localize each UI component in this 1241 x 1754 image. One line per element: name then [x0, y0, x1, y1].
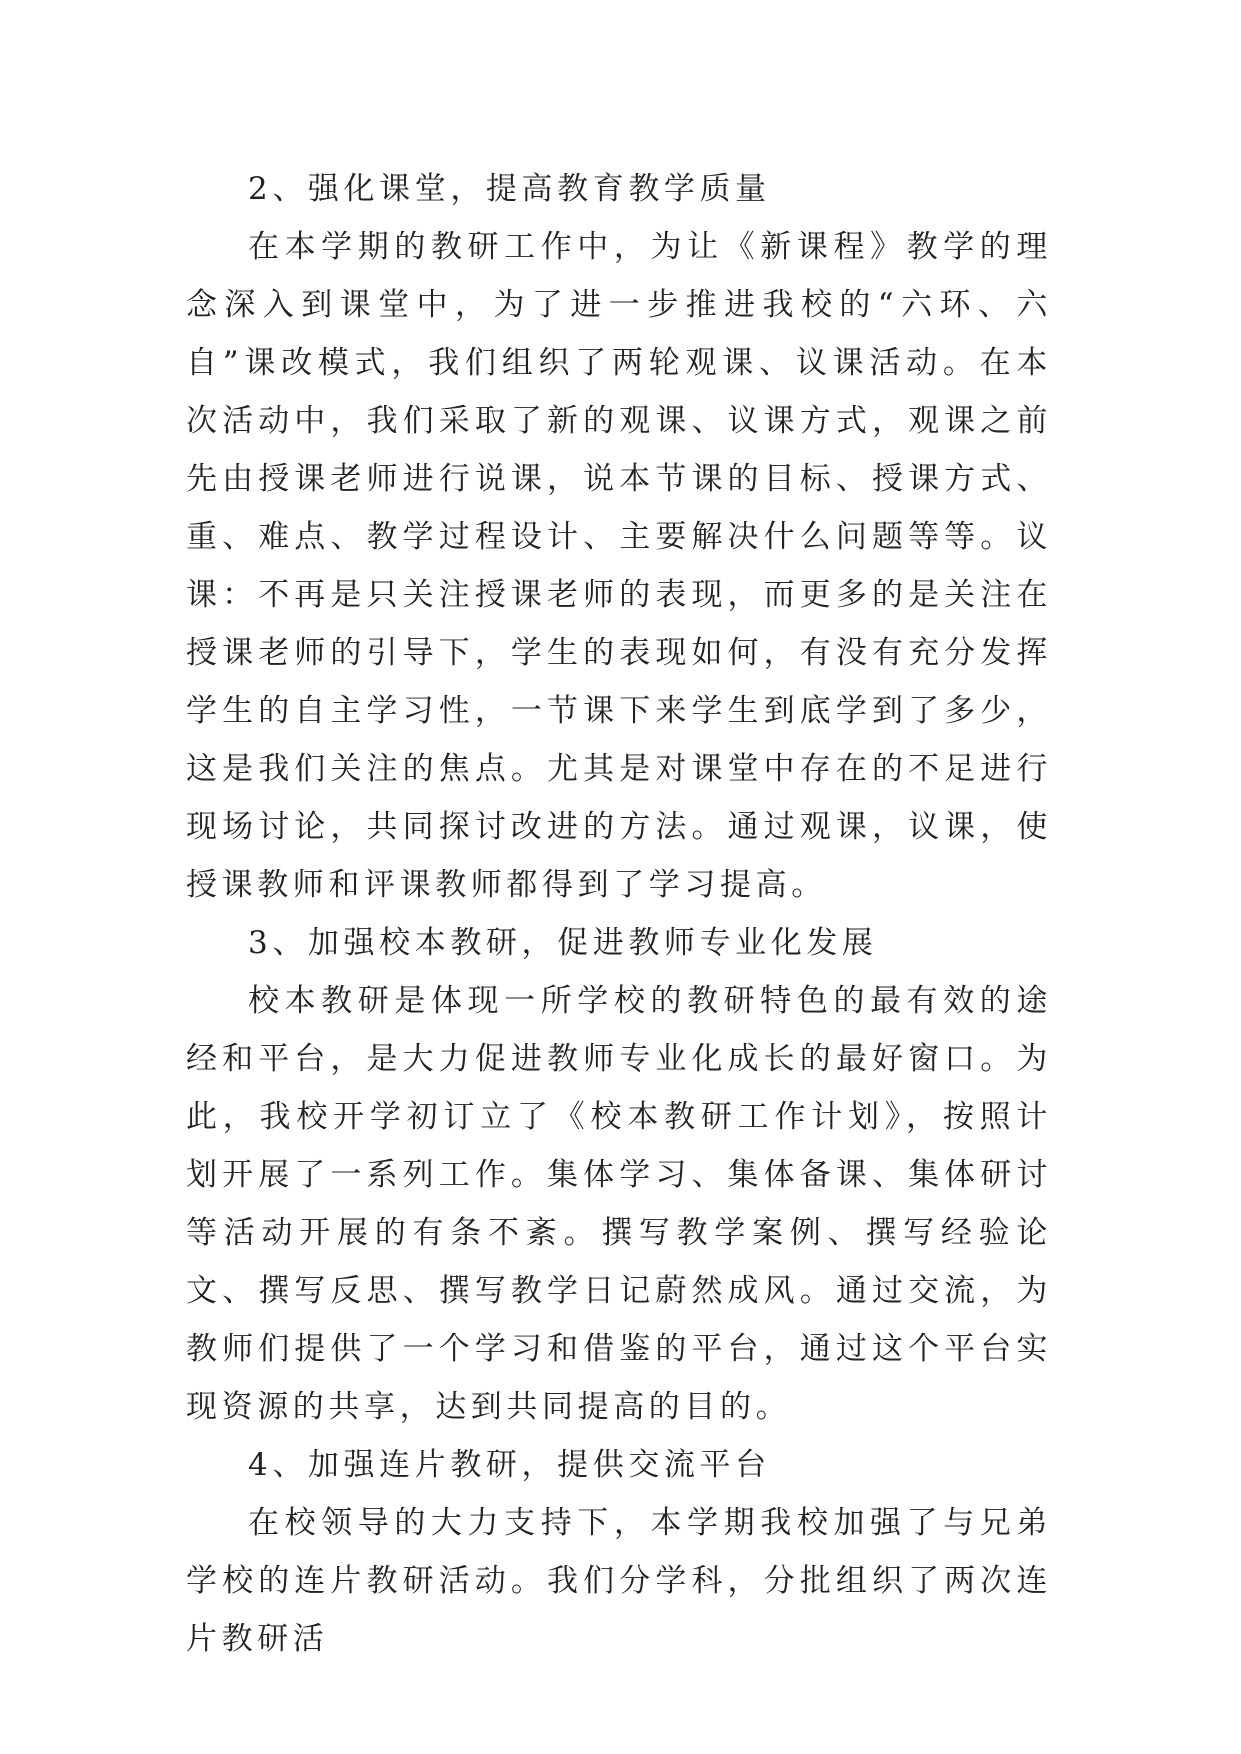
paragraph-classroom-observation: 在本学期的教研工作中，为让《新课程》教学的理念深入到课堂中，为了进一步推进我校的“六环、六自”课改模式，我们组织了两轮观课、议课活动。在本次活动中，我们采取了新的观课、议课方式，观课之前先由授课老师进行说课，说本节课的目标、授课方式、重、难点、教学过程设计、主要解决什么问题等等。议课：不再是只关注授课老师的表现，而更多的是关注在授课老师的引导下，学生的表现如何，有没有充分发挥学生的自主学习性，一节课下来学生到底学到了多少，这是我们关注的焦点。尤其是对课堂中存在的不足进行现场讨论，共同探讨改进的方法。通过观课，议课，使授课教师和评课教师都得到了学习提高。 — [186, 229, 1052, 903]
heading-school-based-research: 3、加强校本教研，促进教师专业化发展 — [248, 925, 878, 961]
paragraph-joint-research: 在校领导的大力支持下，本学期我校加强了与兄弟学校的连片教研活动。我们分学科，分批组织了两次连片教研活 — [186, 1505, 1052, 1657]
heading-joint-research: 4、加强连片教研，提供交流平台 — [248, 1447, 771, 1483]
document-body — [186, 160, 1052, 1668]
paragraph-school-based-research: 校本教研是体现一所学校的教研特色的最有效的途经和平台，是大力促进教师专业化成长的最好窗口。为此，我校开学初订立了《校本教研工作计划》，按照计划开展了一系列工作。集体学习、集体备课、集体研讨等活动开展的有条不紊。撰写教学案例、撰写经验论文、撰写反思、撰写教学日记蔚然成风。通过交流，为教师们提供了一个学习和借鉴的平台，通过这个平台实现资源的共享，达到共同提高的目的。 — [186, 983, 1052, 1425]
heading-strengthen-classroom: 2、强化课堂，提高教育教学质量 — [248, 171, 771, 207]
